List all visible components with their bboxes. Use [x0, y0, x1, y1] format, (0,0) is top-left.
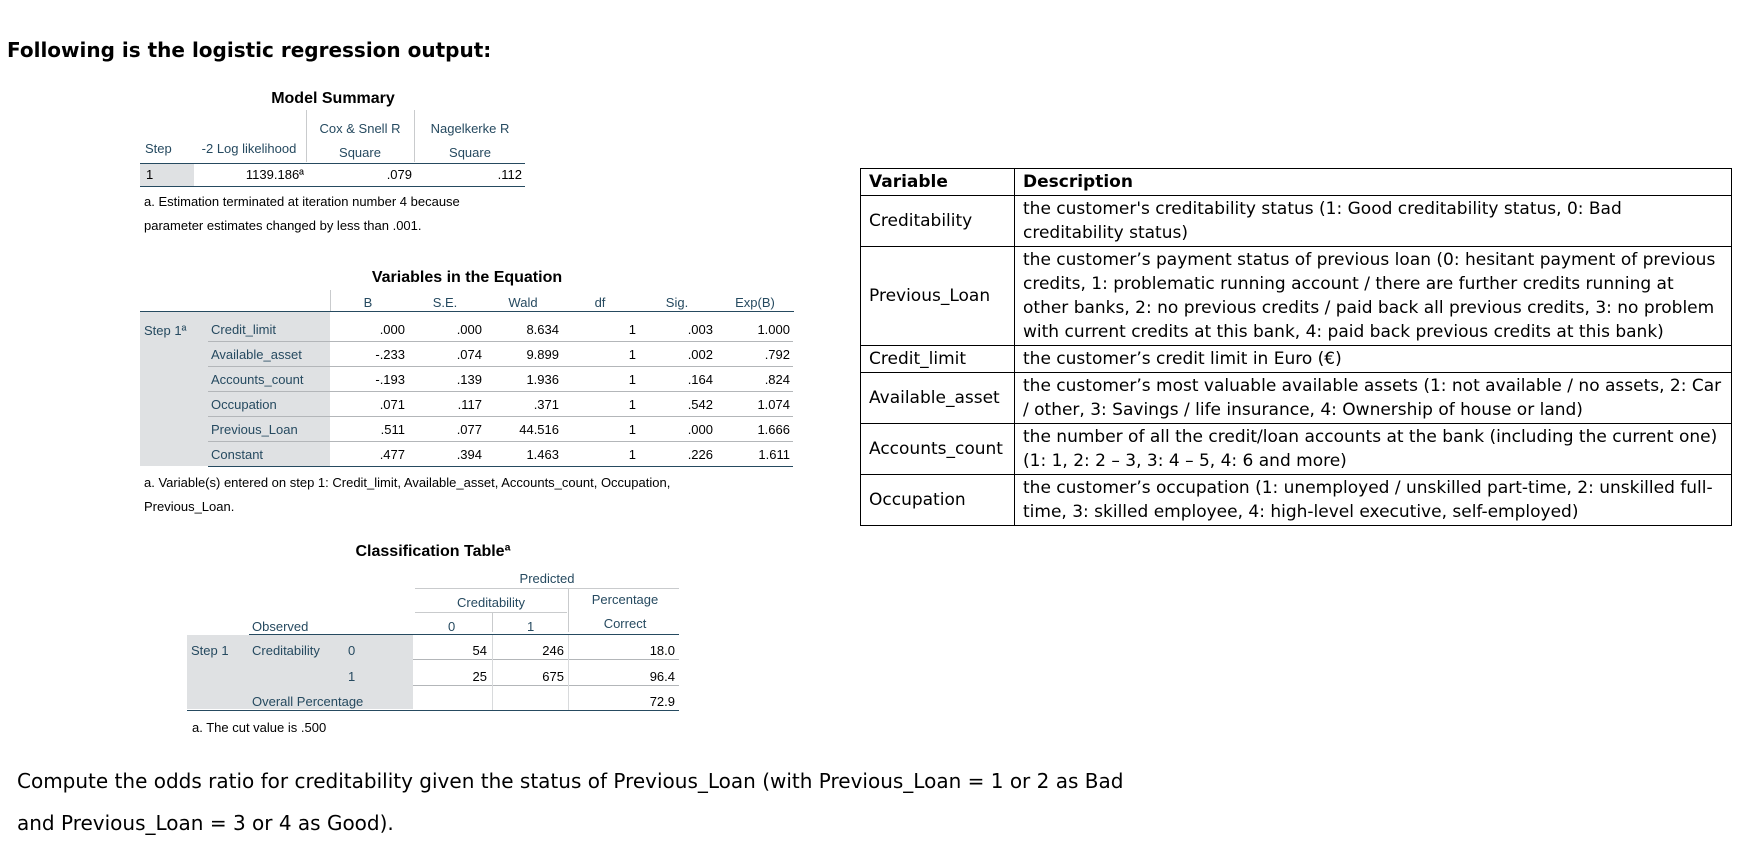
ct-row1-c1: 675 [542, 669, 564, 684]
ct-predicted: Predicted [519, 571, 575, 586]
vie-row-name: Available_asset [211, 346, 302, 362]
vie-table [208, 317, 793, 467]
ct-row0-c0: 54 [472, 643, 487, 658]
vie-title: Variables in the Equation [371, 269, 563, 286]
question-line-1: Compute the odds ratio for creditability given the status of Previous_Loan (with Previous_Loan = 1 or 2 as Bad [17, 769, 1124, 793]
ct-col0: 0 [448, 619, 456, 634]
question-line-2: and Previous_Loan = 3 or 4 as Good). [17, 811, 394, 835]
ct-col1: 1 [527, 619, 535, 634]
desc-var: Accounts_count [861, 424, 1015, 475]
ms-step-value: 1 [146, 167, 154, 182]
table-row [208, 367, 793, 392]
table-row [861, 196, 1732, 247]
ms-note: a. Estimation terminated at iteration number 4 because parameter estimates changed by less than .001. [144, 194, 460, 233]
desc-var: Occupation [861, 475, 1015, 526]
vie-cell-wald: 8.634 [526, 321, 559, 337]
ms-header-step: Step [145, 141, 172, 156]
vie-note: a. Variable(s) entered on step 1: Credit_limit, Available_asset, Accounts_count, Occupation, Previous_Loan. [144, 475, 671, 514]
vie-row-name: Occupation [211, 396, 277, 412]
desc-var: Available_asset [861, 373, 1015, 424]
vie-cell-df: 1 [628, 371, 636, 387]
vie-cell-b: -.233 [375, 346, 405, 362]
desc-header-description: Description [1015, 169, 1732, 196]
ct-pct-header: Percentage Correct [591, 592, 659, 631]
desc-text: the customer’s credit limit in Euro (€) [1015, 346, 1732, 373]
ct-overall-pct: 72.9 [649, 694, 675, 709]
variable-description-table [860, 168, 1732, 526]
vie-row-name: Accounts_count [211, 371, 304, 387]
vie-cell-wald: .371 [533, 396, 559, 412]
vie-cell-expb: 1.666 [757, 421, 790, 437]
desc-text: the customer's creditability status (1: Good creditability status, 0: Bad creditability status) [1015, 196, 1732, 247]
vie-header-df: df [594, 295, 606, 310]
ct-overall-label: Overall Percentage [252, 694, 364, 709]
table-row [208, 342, 793, 367]
ct-note: a. The cut value is .500 [192, 720, 327, 735]
vie-header-expb: Exp(B) [735, 295, 775, 310]
vie-row-name: Constant [211, 446, 264, 462]
vie-header-se: S.E. [432, 295, 458, 310]
table-row [861, 247, 1732, 346]
vie-cell-sig: .003 [687, 321, 713, 337]
ct-creditability-header: Creditability [457, 595, 525, 610]
ms-header-loglik: -2 Log likelihood [201, 141, 297, 156]
ct-row0-c1: 246 [542, 643, 564, 658]
vie-step-label: Step 1ª [144, 323, 187, 338]
vie-row-name: Previous_Loan [211, 421, 298, 437]
ct-row-label: Creditability [252, 643, 320, 658]
vie-header-sig: Sig. [665, 295, 689, 310]
vie-cell-wald: 9.899 [526, 346, 559, 362]
vie-cell-wald: 1.936 [526, 371, 559, 387]
vie-header-wald: Wald [508, 295, 538, 310]
ct-title: Classification Tableª [355, 543, 511, 560]
desc-header-variable: Variable [861, 169, 1015, 196]
ct-step: Step 1 [191, 643, 229, 658]
vie-cell-b: .071 [379, 396, 405, 412]
vie-cell-se: .000 [456, 321, 482, 337]
ms-loglik-value: 1139.186ª [245, 167, 304, 182]
vie-cell-se: .139 [456, 371, 482, 387]
vie-cell-se: .074 [456, 346, 482, 362]
desc-text: the customer’s payment status of previous loan (0: hesitant payment of previous credits, 1: problematic running account / there are further credits running at other banks, 2: no previous credits / paid back all previous credits, 3: no problem with current credits at this bank, 4: paid back previous credits at this bank) [1015, 247, 1732, 346]
desc-var: Creditability [861, 196, 1015, 247]
table-row [208, 392, 793, 417]
table-row [861, 475, 1732, 526]
vie-cell-b: .511 [380, 421, 405, 437]
ct-row1-class: 1 [348, 669, 356, 684]
page-heading: Following is the logistic regression output: [7, 38, 492, 62]
ms-coxsnell-value: .079 [386, 167, 412, 182]
table-row [208, 317, 793, 342]
ct-row0-pct: 18.0 [649, 643, 675, 658]
desc-var: Previous_Loan [861, 247, 1015, 346]
table-row [861, 373, 1732, 424]
ms-header-coxsnell: Cox & Snell R Square [319, 121, 401, 160]
desc-text: the customer’s occupation (1: unemployed / unskilled part-time, 2: unskilled full-time, 3: skilled employee, 4: high-level executive, self-employed) [1015, 475, 1732, 526]
vie-cell-sig: .226 [687, 446, 713, 462]
vie-cell-expb: 1.074 [757, 396, 790, 412]
table-row [861, 346, 1732, 373]
vie-cell-wald: 44.516 [519, 421, 559, 437]
vie-cell-b: -.193 [375, 371, 405, 387]
ct-observed: Observed [252, 619, 309, 634]
vie-cell-sig: .542 [687, 396, 713, 412]
vie-cell-sig: .002 [687, 346, 713, 362]
vie-cell-se: .117 [457, 396, 482, 412]
vie-cell-df: 1 [628, 421, 636, 437]
desc-var: Credit_limit [861, 346, 1015, 373]
table-row [208, 442, 793, 467]
vie-cell-wald: 1.463 [526, 446, 559, 462]
vie-cell-b: .000 [379, 321, 405, 337]
vie-cell-expb: 1.000 [757, 321, 790, 337]
vie-cell-b: .477 [379, 446, 405, 462]
vie-cell-sig: .164 [687, 371, 713, 387]
vie-cell-df: 1 [628, 396, 636, 412]
ms-header-nagelkerke: Nagelkerke R Square [430, 121, 510, 160]
vie-cell-se: .394 [456, 446, 482, 462]
vie-cell-df: 1 [628, 346, 636, 362]
model-summary-title: Model Summary [271, 90, 395, 107]
ct-row1-c0: 25 [472, 669, 487, 684]
desc-text: the number of all the credit/loan accounts at the bank (including the current one) (1: 1, 2: 2 – 3, 3: 4 – 5, 4: 6 and more) [1015, 424, 1732, 475]
table-row [208, 417, 793, 442]
ms-nagelkerke-value: .112 [497, 167, 522, 182]
ct-row1-pct: 96.4 [649, 669, 675, 684]
vie-row-name: Credit_limit [211, 321, 277, 337]
vie-cell-se: .077 [456, 421, 482, 437]
ct-row0-class: 0 [348, 643, 356, 658]
desc-text: the customer’s most valuable available assets (1: not available / no assets, 2: Car / other, 3: Savings / life insurance, 4: Ownership of house or land) [1015, 373, 1732, 424]
table-row [861, 424, 1732, 475]
table-row [861, 169, 1732, 196]
vie-cell-df: 1 [628, 446, 636, 462]
vie-cell-expb: .824 [764, 371, 790, 387]
vie-header-b: B [363, 295, 373, 310]
vie-cell-df: 1 [628, 321, 636, 337]
vie-cell-expb: 1.611 [758, 446, 790, 462]
vie-cell-sig: .000 [687, 421, 713, 437]
vie-cell-expb: .792 [764, 346, 790, 362]
